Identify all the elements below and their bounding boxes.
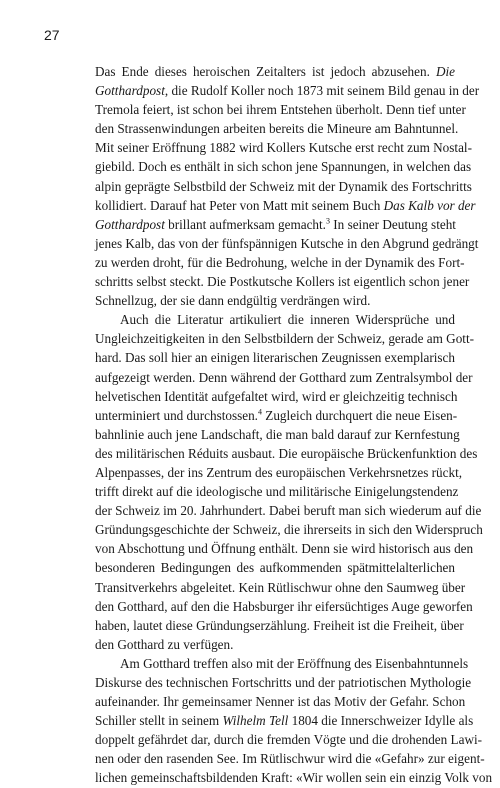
text-line — [95, 482, 459, 501]
text-run: doppelt gefährdet dar, durch die fremden Vögte und die drohenden Lawi- — [95, 732, 483, 748]
text-run: jenes Kalb, das von der fünfspännigen Kutsche in den Abgrund gedrängt — [95, 235, 479, 251]
text-run: aufeinander. Ihr gemeinsamer Nenner ist das Motiv der Gefahr. Schon — [95, 694, 466, 710]
text-run: giebild. Doch es enthält in sich schon jene Spannungen, in welchen das — [95, 159, 472, 175]
text-run: Ungleichzeitigkeiten in den Selbstbildern der Schweiz, gerade am Gott- — [95, 331, 475, 347]
text-line — [95, 62, 455, 81]
text-line — [95, 520, 483, 539]
text-run: zu werden droht, für die Bedrohung, welche in der Dynamik des Fort- — [95, 254, 465, 270]
text-line — [95, 730, 483, 749]
text-line — [95, 368, 473, 387]
text-line — [95, 196, 476, 215]
text-line — [95, 406, 458, 425]
italic-text: Wilhelm Tell — [222, 713, 289, 729]
text-run: des militärischen Réduits ausbaut. Die europäische Brückenfunktion des — [95, 445, 478, 461]
text-line — [95, 310, 455, 329]
text-line — [95, 81, 480, 100]
text-run: Zugleich durchquert die neue Eisen- — [261, 407, 458, 423]
text-line — [95, 692, 466, 711]
text-run: haben, lautet diese Gründungserzählung. Freiheit ist die Freiheit, über — [95, 617, 464, 633]
text-run: Mit seiner Eröffnung 1882 wird Kollers Kutsche erst recht zum Nostal- — [95, 140, 472, 156]
text-run: alpin geprägte Selbstbild der Schweiz mit der Dynamik des Fortschritts — [95, 178, 472, 194]
footnote-ref: 4 — [257, 407, 262, 417]
text-line — [95, 597, 473, 616]
text-run: Alpenpasses, der ins Zentrum des europäischen Verkehrsnetzes rückt, — [95, 464, 463, 480]
text-line — [95, 272, 470, 291]
text-line — [95, 711, 474, 730]
text-run: 1804 die Innerschweizer Idylle als — [288, 713, 474, 729]
text-line — [95, 425, 460, 444]
text-run: schritts selbst steckt. Die Postkutsche Kollers ist eigentlich schon jener — [95, 274, 470, 290]
text-run: hard. Das soll hier an einigen literarischen Zeugnissen exemplarisch — [95, 350, 455, 366]
text-run: den Gotthard, auf den die Habsburger ihr eifersüchtiges Auge geworfen — [95, 598, 473, 614]
italic-text: Gotthardpost — [95, 83, 165, 99]
text-line — [95, 100, 466, 119]
text-line — [95, 463, 463, 482]
text-line — [95, 444, 478, 463]
text-line — [95, 578, 466, 597]
text-line — [95, 635, 455, 654]
text-run: kollidiert. Darauf hat Peter von Matt mit seinem Buch — [95, 197, 384, 213]
text-line — [95, 673, 472, 692]
text-line — [95, 558, 455, 577]
text-run: In seiner Deutung steht — [329, 216, 456, 232]
text-run: besonderen Bedingungen des aufkommenden spätmittelalterlichen — [95, 560, 455, 576]
paragraph — [95, 654, 493, 788]
text-line — [95, 749, 485, 768]
text-run: unterminiert und durchstossen. — [95, 407, 258, 423]
text-line — [95, 387, 458, 406]
text-line — [95, 616, 464, 635]
text-run: Diskurse des technischen Fortschritts und der patriotischen Mythologie — [95, 675, 472, 690]
text-line — [95, 215, 455, 234]
text-line — [95, 138, 472, 157]
text-run: Am Gotthard treffen also mit der Eröffnung des Eisenbahntunnels — [120, 655, 469, 671]
text-line — [95, 539, 474, 558]
text-run: Das Ende dieses heroischen Zeitalters ist jedoch abzusehen. — [95, 64, 436, 79]
text-run: helvetischen Identität aufgefaltet wird, wird er gleichzeitig technisch — [95, 388, 458, 404]
text-line — [95, 348, 455, 367]
text-run: Schiller stellt in seinem — [95, 713, 223, 729]
text-run: brillant aufmerksam gemacht. — [164, 216, 326, 232]
text-line — [95, 768, 493, 787]
text-run: Tremola feiert, ist schon bei ihrem Entstehen überholt. Denn tief unter — [95, 102, 466, 118]
text-line — [95, 253, 465, 272]
italic-text: Die — [435, 64, 455, 79]
text-line — [95, 501, 482, 520]
text-run: den Gotthard zu verfügen. — [95, 636, 234, 652]
text-line — [95, 291, 455, 310]
text-run: , die Rudolf Koller noch 1873 mit seinem Bild genau in der — [164, 83, 480, 99]
text-run: Auch die Literatur artikuliert die inneren Widersprüche und — [120, 312, 455, 328]
text-line — [95, 329, 475, 348]
footnote-ref: 3 — [325, 216, 330, 226]
body-text — [95, 62, 493, 788]
text-line — [95, 654, 469, 673]
text-run: Transitverkehrs abgeleitet. Kein Rütlischwur ohne den Saumweg über — [95, 579, 466, 595]
italic-text: Das Kalb vor der — [383, 197, 476, 213]
text-line — [95, 177, 472, 196]
paragraph — [95, 310, 483, 654]
paragraph — [95, 62, 480, 310]
page-number: 27 — [44, 27, 60, 43]
text-run: aufgezeigt werden. Denn während der Gotthard zum Zentralsymbol der — [95, 369, 473, 385]
text-run: trifft direkt auf die ideologische und militärische Einigelungstendenz — [95, 484, 459, 500]
italic-text: Gotthardpost — [95, 216, 165, 232]
text-run: bahnlinie auch jene Landschaft, die man bald darauf zur Kernfestung — [95, 426, 460, 442]
text-run: Gründungsgeschichte der Schweiz, die ihrerseits in sich den Widerspruch — [95, 522, 483, 538]
text-line — [95, 157, 472, 176]
text-run: den Strassenwindungen arbeiten bereits die Mineure am Bahntunnel. — [95, 121, 459, 137]
text-run: lichen gemeinschaftsbildenden Kraft: «Wir wollen sein ein einzig Volk von — [95, 770, 493, 786]
text-run: der Schweiz im 20. Jahrhundert. Dabei beruft man sich wiederum auf die — [95, 503, 482, 519]
text-line — [95, 119, 459, 138]
text-line — [95, 234, 479, 253]
text-run: nen oder den rasenden See. Im Rütlischwur wird die «Gefahr» zur eigent- — [95, 751, 485, 767]
text-run: Schnellzug, der sie dann endgültig verdrängen wird. — [95, 293, 371, 309]
text-run: von Abschottung und Öffnung enthält. Denn sie wird historisch aus den — [95, 541, 474, 557]
